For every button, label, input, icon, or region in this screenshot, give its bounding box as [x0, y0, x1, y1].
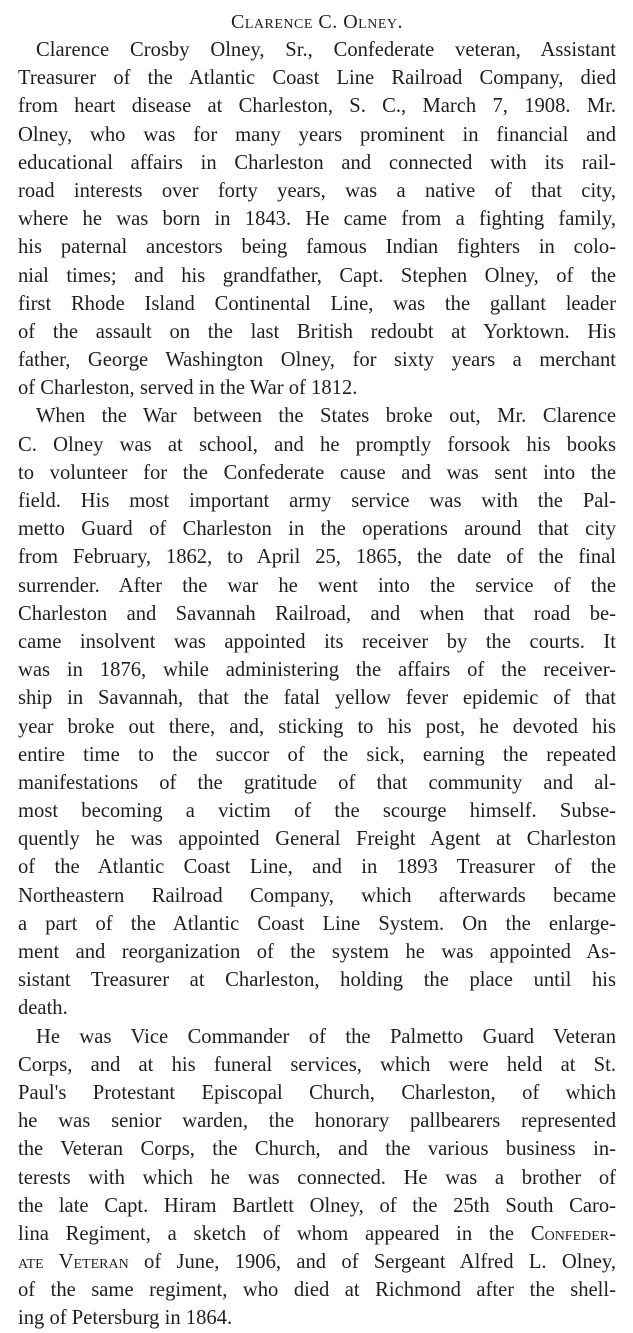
text-line: came insolvent was appointed its receiver by the courts. It — [18, 630, 616, 653]
article-title: Clarence C. Olney. — [231, 11, 403, 33]
text-line: he was senior warden, the honorary pallbearers represented — [18, 1110, 616, 1133]
paragraph-3 — [18, 1023, 616, 1333]
text-line: When the War between the States broke out, Mr. Clarence — [36, 405, 616, 428]
text-line: from heart disease at Charleston, S. C., March 7, 1908. Mr. — [18, 95, 616, 118]
text-line: Corps, and at his funeral services, which were held at St. — [18, 1053, 616, 1076]
text-line: death. — [18, 997, 68, 1020]
article-body — [18, 36, 616, 1333]
text-line: sistant Treasurer at Charleston, holding the place until his — [18, 969, 616, 992]
text-line: Charleston and Savannah Railroad, and when that road be- — [18, 602, 616, 625]
text-line: of the assault on the last British redoubt at Yorktown. His — [18, 320, 616, 343]
text-line: manifestations of the gratitude of that community and al- — [18, 771, 616, 794]
text-line: Clarence Crosby Olney, Sr., Confederate veteran, Assistant — [36, 39, 616, 61]
text-line: Treasurer of the Atlantic Coast Line Railroad Company, died — [18, 67, 616, 90]
text-line: Olney, who was for many years prominent in financial and — [18, 123, 616, 146]
text-line: his paternal ancestors being famous Indian fighters in colo- — [18, 236, 616, 259]
text-line: father, George Washington Olney, for sixty years a merchant — [18, 349, 616, 372]
text-line: ship in Savannah, that the fatal yellow fever epidemic of that — [18, 687, 616, 710]
text-line: quently he was appointed General Freight Agent at Charleston — [18, 828, 616, 851]
text-line: Paul's Protestant Episcopal Church, Charleston, of which — [18, 1081, 616, 1104]
text-line: Northeastern Railroad Company, which afterwards became — [18, 884, 616, 907]
text-line: to volunteer for the Confederate cause and was sent into the — [18, 461, 616, 484]
text-line: ment and reorganization of the system he was appointed As- — [18, 941, 616, 963]
text-line: of the same regiment, who died at Richmond after the shell- — [18, 1279, 616, 1302]
text-line: a part of the Atlantic Coast Line System. On the enlarge- — [18, 912, 616, 935]
paragraph-2 — [18, 402, 616, 1022]
text-line: where he was born in 1843. He came from a fighting family, — [18, 208, 616, 231]
text-line: nial times; and his grandfather, Capt. Stephen Olney, of the — [18, 264, 616, 287]
text-line: He was Vice Commander of the Palmetto Guard Veteran — [36, 1025, 616, 1048]
text-line: from February, 1862, to April 25, 1865, the date of the final — [18, 546, 616, 569]
text-line: terests with which he was connected. He was a brother of — [18, 1166, 616, 1189]
text-line: the late Capt. Hiram Bartlett Olney, of the 25th South Caro- — [18, 1194, 616, 1217]
text-line: most becoming a victim of the scourge himself. Subse- — [18, 800, 616, 823]
text-line: ing of Petersburg in 1864. — [18, 1307, 233, 1330]
text-line: ate Veteran of June, 1906, and of Sergeant Alfred L. Olney, — [18, 1251, 617, 1274]
text-line: educational affairs in Charleston and connected with its rail- — [18, 151, 616, 174]
paragraph-1 — [18, 36, 616, 402]
text-line: field. His most important army service was with the Pal- — [18, 490, 616, 512]
text-line: C. Olney was at school, and he promptly forsook his books — [18, 433, 616, 456]
text-line: first Rhode Island Continental Line, was the gallant leader — [18, 292, 616, 315]
text-line: of the Atlantic Coast Line, and in 1893 Treasurer of the — [18, 856, 616, 879]
text-line: lina Regiment, a sketch of whom appeared in the Confeder- — [18, 1222, 616, 1245]
text-line: of Charleston, served in the War of 1812. — [18, 377, 358, 400]
text-line: was in 1876, while administering the affairs of the receiver- — [18, 659, 616, 682]
text-line: surrender. After the war he went into the service of the — [18, 574, 616, 597]
document-page — [18, 8, 616, 1333]
text-line: entire time to the succor of the sick, earning the repeated — [18, 743, 616, 766]
text-line: road interests over forty years, was a native of that city, — [18, 179, 616, 202]
text-line: year broke out there, and, sticking to his post, he devoted his — [18, 715, 616, 738]
text-line: the Veteran Corps, the Church, and the various business in- — [18, 1138, 616, 1161]
text-line: metto Guard of Charleston in the operations around that city — [18, 518, 616, 541]
